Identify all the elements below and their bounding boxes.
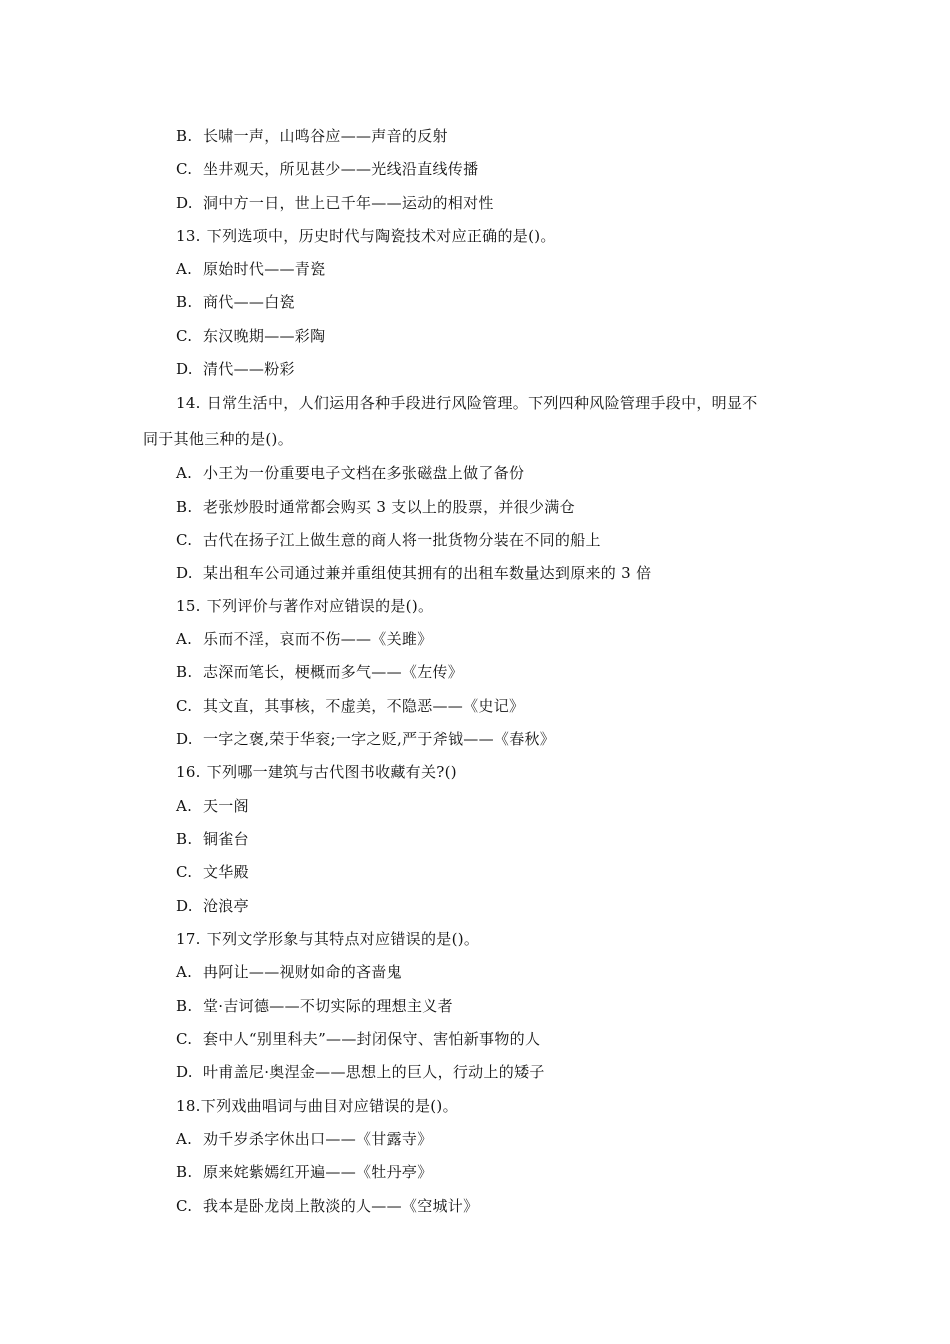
- option-text: 古代在扬子江上做生意的商人将一批货物分装在不同的船上: [203, 531, 601, 549]
- option-text: 洞中方一日，世上已千年——运动的相对性: [203, 194, 494, 212]
- question-line: [176, 929, 479, 949]
- option-label: B.: [176, 127, 193, 145]
- question-text: 同于其他三种的是()。: [143, 430, 294, 448]
- option-text: 套中人“别里科夫”——封闭保守、害怕新事物的人: [203, 1030, 541, 1048]
- option-line: [176, 629, 433, 649]
- option-line: [176, 996, 453, 1016]
- option-line: [176, 1029, 540, 1049]
- option-text: 原来姹紫嫣红开遍——《牡丹亭》: [203, 1163, 433, 1181]
- option-label: C.: [176, 697, 193, 715]
- option-label: D.: [176, 897, 193, 915]
- option-label: A.: [176, 260, 193, 278]
- option-line: [176, 530, 601, 550]
- option-line: [176, 662, 463, 682]
- option-text: 商代——白瓷: [203, 293, 295, 311]
- option-label: C.: [176, 531, 193, 549]
- option-line: [176, 259, 325, 279]
- question-text: 日常生活中，人们运用各种手段进行风险管理。下列四种风险管理手段中，明显不: [206, 394, 758, 412]
- option-line: [176, 962, 402, 982]
- option-line: [176, 1162, 433, 1182]
- option-label: B.: [176, 997, 193, 1015]
- option-label: B.: [176, 293, 193, 311]
- option-text: 长啸一声，山鸣谷应——声音的反射: [203, 127, 448, 145]
- option-line: [176, 896, 249, 916]
- question-text: 下列评价与著作对应错误的是()。: [206, 597, 434, 615]
- option-text: 志深而笔长，梗概而多气——《左传》: [203, 663, 464, 681]
- option-label: C.: [176, 863, 193, 881]
- option-line: [176, 193, 494, 213]
- option-line: [176, 729, 555, 749]
- question-number: 15.: [176, 597, 201, 615]
- option-text: 铜雀台: [203, 830, 249, 848]
- option-line: [176, 126, 448, 146]
- question-text: 下列文学形象与其特点对应错误的是()。: [206, 930, 480, 948]
- option-line: [176, 796, 249, 816]
- option-label: C.: [176, 327, 193, 345]
- option-label: D.: [176, 564, 193, 582]
- question-text: 下列选项中，历史时代与陶瓷技术对应正确的是()。: [206, 227, 556, 245]
- option-line: [176, 862, 249, 882]
- option-label: C.: [176, 1197, 193, 1215]
- option-text: 小王为一份重要电子文档在多张磁盘上做了备份: [203, 464, 525, 482]
- option-line: [176, 1129, 433, 1149]
- option-label: A.: [176, 630, 193, 648]
- question-text: 下列戏曲唱词与曲目对应错误的是()。: [200, 1097, 458, 1115]
- option-label: C.: [176, 160, 193, 178]
- option-text: 一字之褒,荣于华衮;一字之贬,严于斧钺——《春秋》: [203, 730, 556, 748]
- question-number: 18.: [176, 1097, 201, 1115]
- option-text: 冉阿让——视财如命的吝啬鬼: [203, 963, 402, 981]
- option-label: D.: [176, 1063, 193, 1081]
- question-line: [176, 762, 457, 782]
- option-line: [176, 1062, 545, 1082]
- option-line: [176, 326, 325, 346]
- option-label: B.: [176, 830, 193, 848]
- option-line: [176, 359, 295, 379]
- question-number: 13.: [176, 227, 201, 245]
- question-line: [176, 1096, 458, 1116]
- question-number: 14.: [176, 394, 201, 412]
- option-text: 其文直，其事核，不虚美，不隐恶——《史记》: [203, 697, 525, 715]
- option-text: 东汉晚期——彩陶: [203, 327, 326, 345]
- option-text: 天一阁: [203, 797, 249, 815]
- option-line: [176, 463, 524, 483]
- option-text: 原始时代——青瓷: [203, 260, 326, 278]
- option-text: 某出租车公司通过兼并重组使其拥有的出租车数量达到原来的 3 倍: [203, 564, 652, 582]
- option-line: [176, 563, 651, 583]
- option-label: D.: [176, 730, 193, 748]
- option-label: B.: [176, 1163, 193, 1181]
- question-continuation: [143, 429, 293, 449]
- question-text: 下列哪一建筑与古代图书收藏有关?(): [206, 763, 457, 781]
- option-label: A.: [176, 464, 193, 482]
- option-text: 文华殿: [203, 863, 249, 881]
- option-line: [176, 292, 295, 312]
- option-line: [176, 159, 478, 179]
- option-label: D.: [176, 194, 193, 212]
- option-label: A.: [176, 797, 193, 815]
- question-line: [176, 226, 556, 246]
- option-text: 乐而不淫，哀而不伤——《关雎》: [203, 630, 433, 648]
- option-label: D.: [176, 360, 193, 378]
- option-text: 坐井观天，所见甚少——光线沿直线传播: [203, 160, 479, 178]
- option-line: [176, 829, 249, 849]
- option-text: 清代——粉彩: [203, 360, 295, 378]
- option-label: A.: [176, 1130, 193, 1148]
- option-line: [176, 497, 575, 517]
- option-text: 我本是卧龙岗上散淡的人——《空城计》: [203, 1197, 479, 1215]
- option-line: [176, 1196, 478, 1216]
- question-number: 17.: [176, 930, 201, 948]
- option-text: 叶甫盖尼·奥涅金——思想上的巨人，行动上的矮子: [203, 1063, 545, 1081]
- question-line: [176, 596, 433, 616]
- option-text: 堂·吉诃德——不切实际的理想主义者: [203, 997, 453, 1015]
- option-text: 沧浪亭: [203, 897, 249, 915]
- option-label: B.: [176, 663, 193, 681]
- option-text: 劝千岁杀字休出口——《甘露寺》: [203, 1130, 433, 1148]
- option-text: 老张炒股时通常都会购买 3 支以上的股票，并很少满仓: [203, 498, 575, 516]
- option-label: A.: [176, 963, 193, 981]
- question-line: [176, 393, 758, 413]
- question-number: 16.: [176, 763, 201, 781]
- option-label: C.: [176, 1030, 193, 1048]
- option-label: B.: [176, 498, 193, 516]
- option-line: [176, 696, 524, 716]
